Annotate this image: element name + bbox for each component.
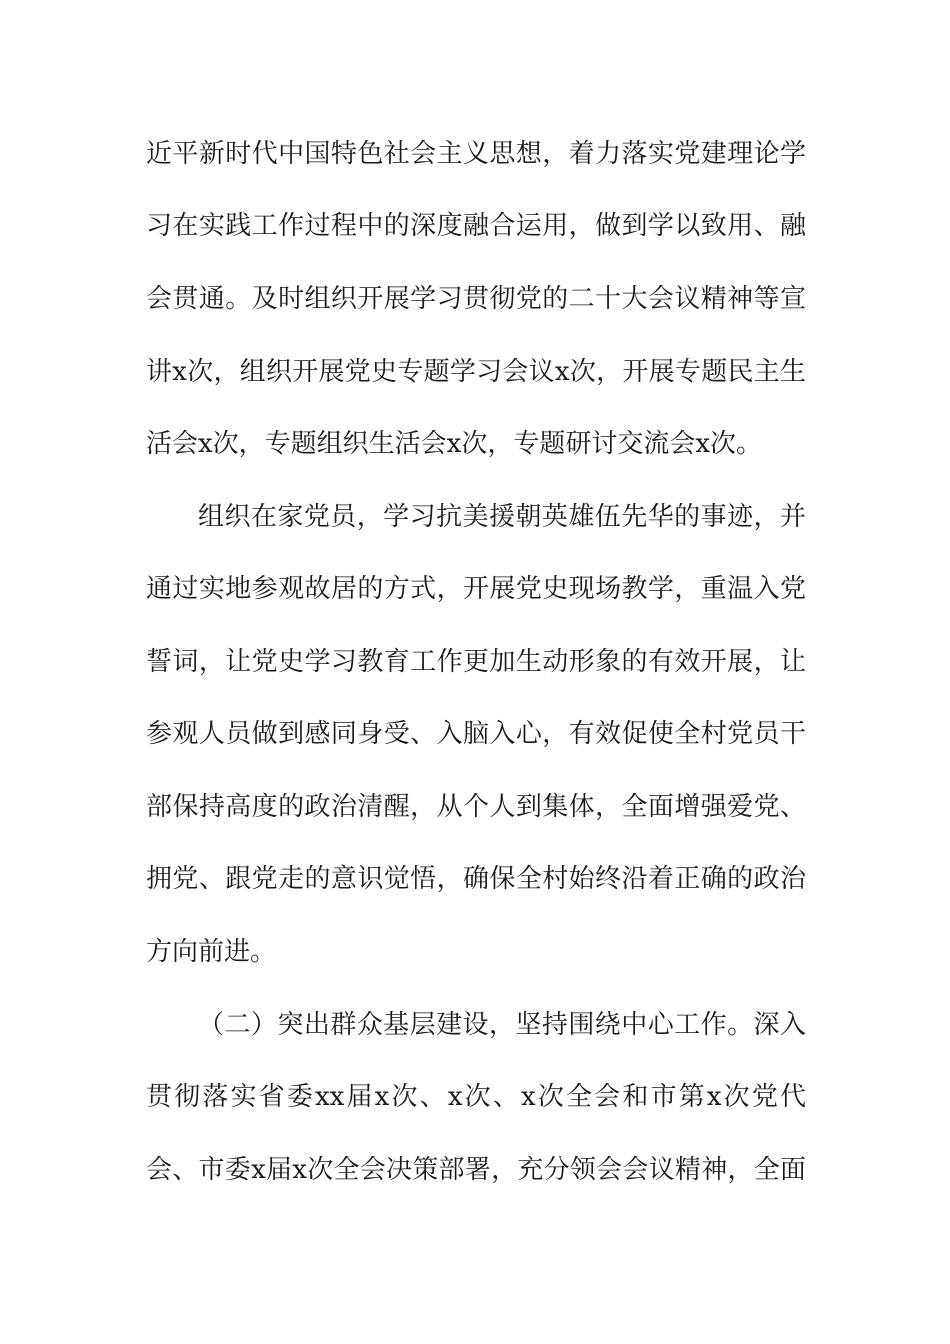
paragraph-line: 方向前进。 [146, 937, 277, 967]
paragraph-line: 誓词，让党史学习教育工作更加生动形象的有效开展，让 [146, 647, 806, 677]
paragraph-line: 参观人员做到感同身受、入脑入心，有效促使全村党员干 [146, 719, 806, 749]
paragraph-line: 习在实践工作过程中的深度融合运用，做到学以致用、融 [146, 211, 806, 241]
paragraph-line: 讲x次，组织开展党史专题学习会议x次，开展专题民主生 [146, 357, 806, 387]
section-heading-line: （二）突出群众基层建设，坚持围绕中心工作。深入 [198, 1010, 806, 1040]
paragraph-line: 贯彻落实省委xx届x次、x次、x次全会和市第x次党代 [146, 1082, 806, 1112]
paragraph-line: 活会x次，专题组织生活会x次，专题研讨交流会x次。 [146, 429, 762, 459]
paragraph-line: 部保持高度的政治清醒，从个人到集体，全面增强爱党、 [146, 792, 806, 822]
paragraph-line: 近平新时代中国特色社会主义思想，着力落实党建理论学 [146, 139, 806, 169]
paragraph-line: 会、市委x届x次全会决策部署，充分领会会议精神，全面 [146, 1155, 806, 1185]
paragraph-line: 会贯通。及时组织开展学习贯彻党的二十大会议精神等宣 [146, 284, 806, 314]
paragraph-line: 通过实地参观故居的方式，开展党史现场教学，重温入党 [146, 574, 806, 604]
paragraph-line: 拥党、跟党走的意识觉悟，确保全村始终沿着正确的政治 [146, 864, 806, 894]
paragraph-first-line: 组织在家党员，学习抗美援朝英雄伍先华的事迹，并 [198, 502, 806, 532]
